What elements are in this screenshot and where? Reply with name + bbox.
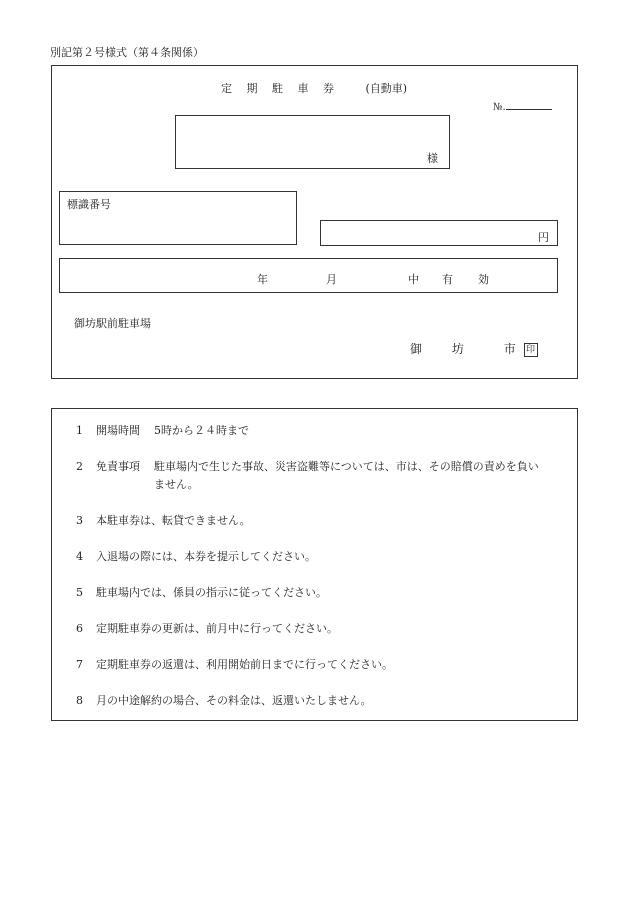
- number-field[interactable]: [506, 99, 552, 110]
- note-item: [76, 458, 539, 491]
- issuer-char: 市: [503, 342, 516, 356]
- number-label: №.: [493, 102, 506, 113]
- fee-field[interactable]: [320, 220, 558, 246]
- note-text: 5時から２４時まで: [154, 424, 249, 437]
- validity-char: 中: [408, 273, 419, 286]
- note-number: 7: [76, 658, 83, 671]
- validity-field[interactable]: [59, 258, 558, 293]
- note-text: 入退場の際には、本券を提示してください。: [96, 550, 316, 563]
- note-text: 月の中途解約の場合、その料金は、返還いたしません。: [96, 694, 372, 707]
- note-number: 1: [76, 424, 83, 437]
- holder-name-field[interactable]: [175, 115, 450, 169]
- note-text: 定期駐車券の更新は、前月中に行ってください。: [96, 622, 338, 635]
- note-item: [76, 584, 327, 602]
- validity-char: 効: [478, 273, 489, 286]
- notes-box: [51, 408, 578, 721]
- vehicle-type: (自動車): [365, 82, 408, 95]
- note-item: [76, 620, 338, 638]
- title-char: 期: [246, 82, 258, 95]
- parking-lot-name: 御坊駅前駐車場: [74, 317, 151, 330]
- yen-label: 円: [538, 231, 549, 244]
- year-label: 年: [257, 273, 268, 286]
- ticket-title: [221, 80, 407, 96]
- note-text: 駐車場内で生じた事故、災害盗難等については、市は、その賠償の責めを負い: [154, 460, 539, 473]
- note-item: [76, 422, 249, 440]
- issuer-char: 御: [410, 342, 423, 356]
- validity-char: 有: [442, 273, 453, 286]
- note-item: [76, 548, 316, 566]
- note-number: 4: [76, 550, 83, 563]
- note-text: 定期駐車券の返還は、利用開始前日までに行ってください。: [96, 658, 393, 671]
- note-text-continued: ません。: [154, 478, 199, 491]
- issuer: [410, 340, 538, 357]
- note-number: 2: [76, 460, 83, 473]
- note-item: [76, 656, 393, 674]
- ticket-number: [493, 99, 552, 113]
- seal-mark: 印: [524, 343, 538, 357]
- month-label: 月: [326, 273, 337, 286]
- note-number: 8: [76, 694, 83, 707]
- mark-number-field[interactable]: [59, 191, 297, 245]
- title-char: 定: [221, 82, 232, 95]
- form-heading: 別記第２号様式（第４条関係）: [50, 46, 204, 59]
- issuer-char: 坊: [451, 342, 464, 356]
- note-item: [76, 512, 251, 530]
- title-char: 券: [323, 82, 334, 95]
- note-number: 5: [76, 586, 83, 599]
- mark-number-label: 標識番号: [67, 198, 111, 211]
- name-suffix: 様: [427, 152, 438, 165]
- note-text: 駐車場内では、係員の指示に従ってください。: [96, 586, 327, 599]
- note-number: 3: [76, 514, 83, 527]
- note-item: [76, 692, 372, 710]
- title-char: 駐: [272, 82, 283, 95]
- title-char: 車: [297, 82, 309, 95]
- note-number: 6: [76, 622, 83, 635]
- note-label: 免責事項: [96, 460, 140, 473]
- note-text: 本駐車券は、転貸できません。: [96, 514, 251, 527]
- note-label: 開場時間: [96, 424, 140, 437]
